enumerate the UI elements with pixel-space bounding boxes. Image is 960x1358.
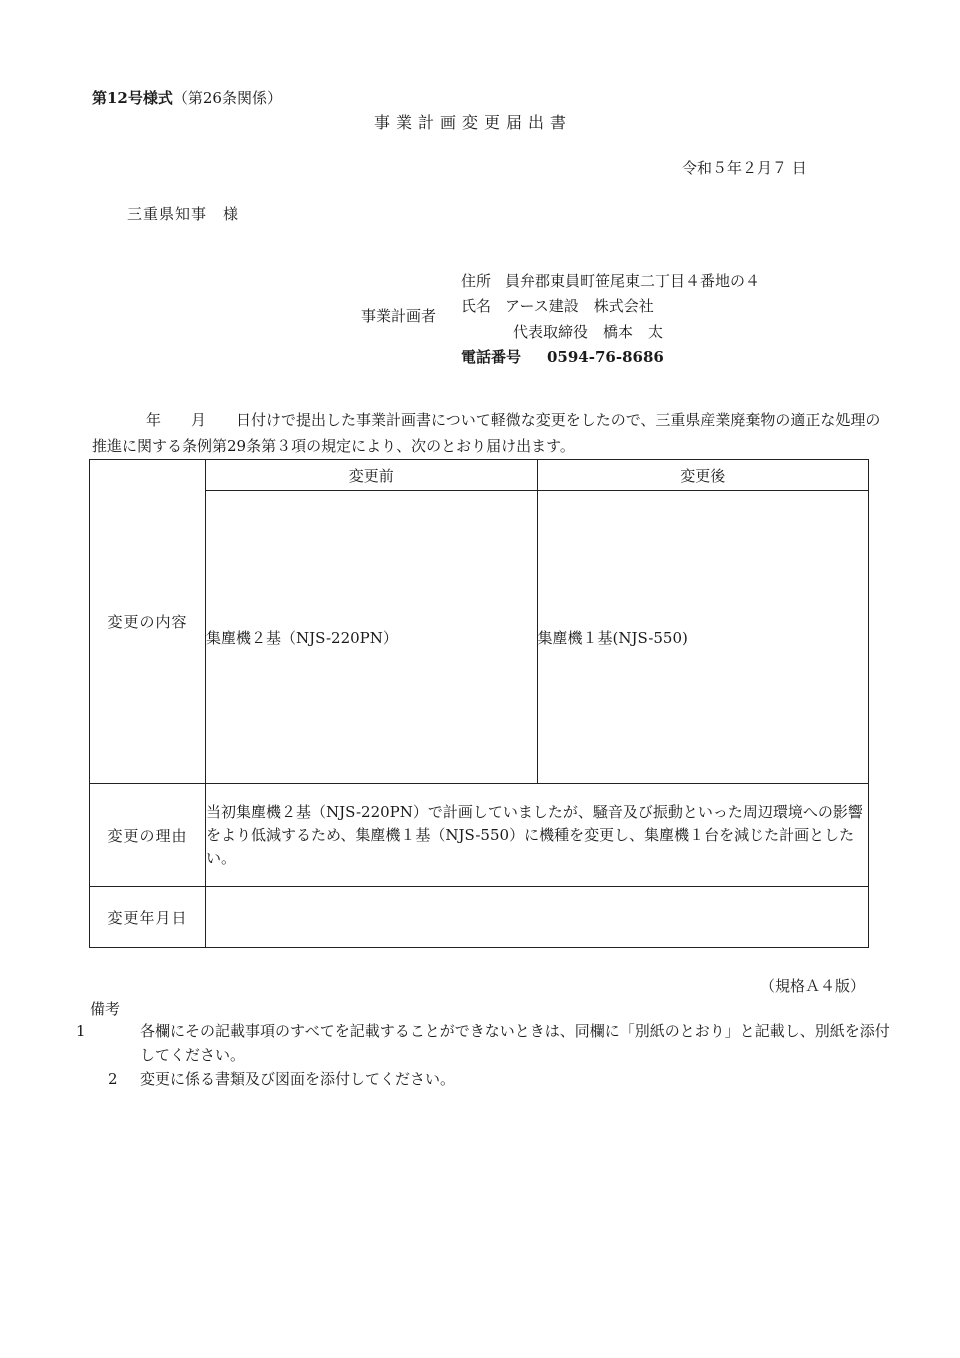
content-values-row: [90, 491, 869, 784]
remark-text: 各欄にその記載事項のすべてを記載することができないときは、同欄に「別紙のとおり」と記載し、別紙を添付してください。: [140, 1022, 890, 1064]
form-number-label: 第12号様式: [92, 89, 173, 107]
reason-label: 変更の理由: [90, 784, 206, 887]
change-table: [89, 459, 869, 948]
before-value: 集塵機２基（NJS-220PN）: [206, 491, 538, 784]
representative-name: 代表取締役 橋本 太: [513, 323, 664, 341]
remark-item: [108, 1067, 455, 1091]
phone-value: 0594-76-8686: [547, 348, 664, 366]
address-label: 住所: [461, 272, 492, 290]
reason-value: 当初集塵機２基（NJS-220PN）で計画していましたが、騒音及び振動といった周辺環境への影響をより低減するため、集塵機１基（NJS-550）に機種を変更し、集塵機１台を減じた計画としたい。: [206, 784, 869, 887]
after-value: 集塵機１基(NJS-550): [537, 491, 869, 784]
form-number-ref: （第26条関係）: [172, 89, 282, 107]
date-row: [90, 887, 869, 948]
document-date: 令和５年２月７ 日: [682, 159, 807, 177]
applicant-address-line: [461, 270, 760, 291]
document-title: 事業計画変更届出書: [374, 113, 573, 132]
remark-item: [76, 1019, 900, 1067]
remarks-title: 備考: [90, 1000, 121, 1018]
addressee: 三重県知事 様: [127, 205, 240, 223]
applicant-label: 事業計画者: [361, 307, 437, 325]
remark-number: 2: [108, 1070, 118, 1088]
reason-row: [90, 784, 869, 887]
body-text: 年 月 日付けで提出した事業計画書について軽微な変更をしたので、三重県産業廃棄物の適正な処理の推進に関する条例第29条第３項の規定により、次のとおり届け出ます。: [92, 411, 881, 455]
content-label: 変更の内容: [90, 460, 206, 784]
after-header: 変更後: [537, 460, 869, 491]
applicant-phone-line: [461, 346, 664, 367]
remark-text: 変更に係る書類及び図面を添付してください。: [140, 1070, 456, 1088]
remark-number: 1: [76, 1022, 86, 1040]
name-label: 氏名: [461, 297, 492, 315]
change-date-value: [206, 887, 869, 948]
company-name: アース建設 株式会社: [505, 297, 654, 315]
before-header: 変更前: [206, 460, 538, 491]
phone-label: 電話番号: [461, 348, 522, 366]
applicant-name-line: [461, 295, 654, 316]
form-number: [92, 87, 282, 108]
size-note: （規格Ａ４版）: [760, 977, 866, 995]
content-row: [90, 460, 869, 491]
change-date-label: 変更年月日: [90, 887, 206, 948]
address-value: 員弁郡東員町笹尾東二丁目４番地の４: [505, 272, 761, 290]
